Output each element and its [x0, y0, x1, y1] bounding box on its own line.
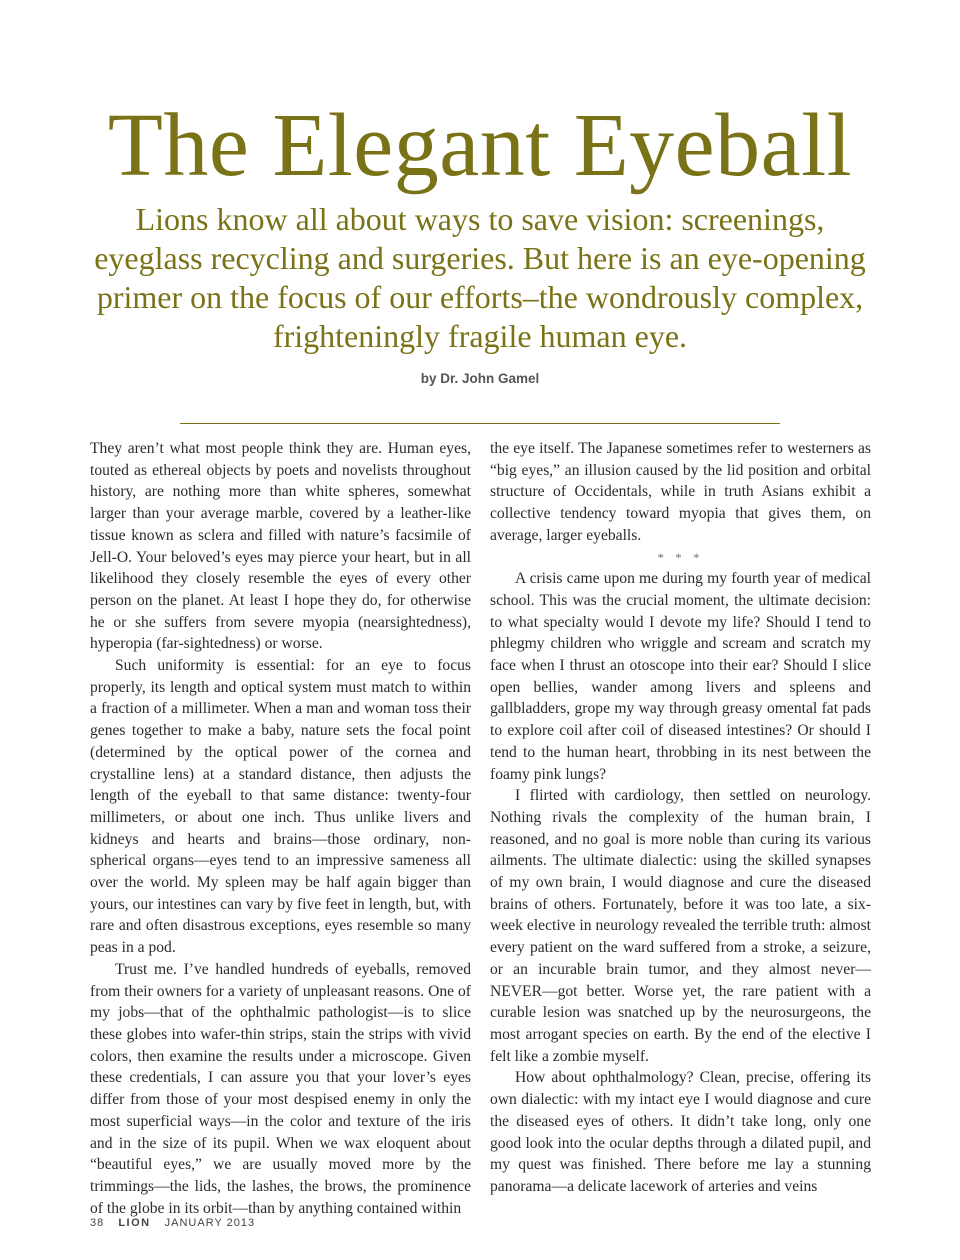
right-column: [490, 438, 871, 1198]
body-paragraph: Such uniformity is essential: for an eye to focus properly, its length and optical system must match to within a fraction of a millimeter. When a man and woman toss their genes together to make a baby, nature sets the focal point (determined by the optical power of the cornea and crystalline lens) at a standard distance, then adjusts the length of the eyeball to that same distance: twenty-four millimeters, or about one inch. Thus unlike livers and kidneys and hearts and brains—those ordinary, non-spherical organs—eyes tend to an impressive sameness all over the world. My spleen may be half again bigger than yours, our intestines can vary by five feet in length, but, with rare and often disastrous exceptions, eyes resemble so many peas in a pod.: [90, 657, 471, 957]
body-paragraph: I flirted with cardiology, then settled on neurology. Nothing rivals the complexity of the human brain, I reasoned, and no goal is more noble than curing its various ailments. The ultimate dialectic: using the skilled synapses of my own brain, I would diagnose and cure the diseased brains of others. Fortunately, before it was too late, a six-week elective in neurology revealed the terrible truth: almost every patient on the ward suffered from a stroke, a seizure, or an incurable brain tumor, and they almost never—NEVER—got better. Worse yet, the rare patient with a curable lesion was snatched up by the neurosurgeons, the most arrogant species on earth. By the end of the elective I felt like a zombie myself.: [490, 787, 871, 1065]
magazine-name: LION: [118, 1217, 151, 1229]
issue-date: JANUARY 2013: [164, 1217, 256, 1229]
divider-rule: [180, 423, 780, 424]
byline: by Dr. John Gamel: [420, 371, 540, 386]
page-number: 38: [90, 1217, 105, 1229]
article-title: The Elegant Eyeball: [107, 96, 853, 195]
page-folio: [90, 1217, 265, 1229]
body-paragraph: Trust me. I’ve handled hundreds of eyeballs, removed from their owners for a variety of unpleasant reasons. One of my jobs—that of the ophthalmic pathologist—is to slice these globes into wafer-thin strips, stain the strips with vivid colors, then examine the results under a microscope. Given these credentials, I can assure you that your lover’s eyes differ from those of your most despised enemy in only the most superficial ways—in the color and texture of the iris and in the size of its pupil. When we wax eloquent about “beautiful eyes,” we are usually moved more by the trimmings—the lids, the lashes, the brows, the prominence of the globe in its orbit—than by anything contained within: [90, 960, 471, 1217]
body-paragraph: They aren’t what most people think they are. Human eyes, touted as ethereal objects by poets and novelists throughout history, are nothing more than white spheres, somewhat larger than your average marble, covered by a leather-like tissue known as sclera and filled with nature’s facsimile of Jell-O. Your beloved’s eyes may pierce your heart, but in all likelihood they closely resemble the eyes of every other person on the planet. At least I hope they do, for otherwise he or she suffers from severe myopia (nearsightedness), hyperopia (far-sightedness) or worse.: [90, 440, 471, 653]
body-paragraph: A crisis came upon me during my fourth year of medical school. This was the crucial moment, the ultimate decision: to what specialty would I devote my life? Should I tend to phlegmy children who wriggle and scream and scratch my face when I thrust an otoscope into their ear? Should I slice open bellies, wander among livers and spleens and gallbladders, grope my way through greasy omental fat pads to explore coil after coil of diseased intestines? Or should I tend to the human heart, throbbing in its nest between the foamy pink lungs?: [490, 570, 871, 783]
left-column: [90, 438, 471, 1219]
section-separator: * * *: [657, 549, 704, 565]
article-deck: Lions know all about ways to save vision: screenings, eyeglass recycling and surgeries. But here is an eye-opening primer on the focus of our efforts–the wondrously complex, frighteningly fragile human eye.: [94, 201, 866, 354]
body-paragraph-continuation: the eye itself. The Japanese sometimes refer to westerners as “big eyes,” an illusion caused by the lid position and orbital structure of Occidentals, while in truth Asians exhibit a collective tendency toward myopia that gives them, on average, larger eyeballs.: [490, 440, 871, 544]
body-paragraph: How about ophthalmology? Clean, precise, offering its own dialectic: with my intact eye I would diagnose and cure the diseased eyes of others. It didn’t take long, only one good look into the ocular depths through a dilated pupil, and my quest was finished. There before me lay a stunning panorama—a delicate lacework of arteries and veins: [490, 1069, 871, 1195]
